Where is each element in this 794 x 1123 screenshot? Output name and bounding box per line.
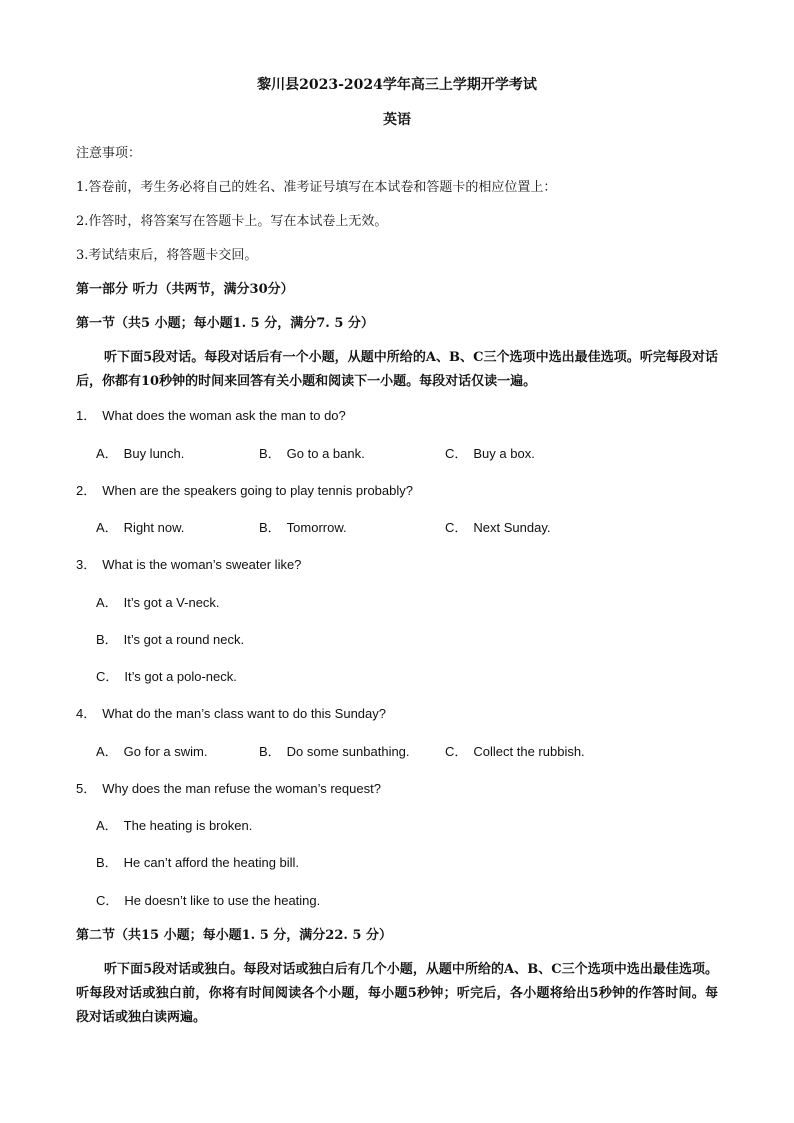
option-text: Do some sunbathing.	[286, 744, 410, 759]
option-text: Buy a box.	[473, 446, 535, 461]
question-number: 2．	[76, 483, 97, 498]
section2-instructions: 听下面5段对话或独白。每段对话或独白后有几个小题，从题中所给的A、B、C三个选项中选出最佳选项。听每段对话或独白前，你将有时间阅读各个小题，每小题5秒钟；听完后，各小题将给出5秒钟的作答时间。每段对话或独白读两遍。	[76, 962, 718, 1025]
question-1	[76, 407, 346, 425]
question-number: 5．	[76, 781, 97, 796]
notice-heading: 注意事项：	[76, 146, 142, 161]
option-letter: A．	[96, 446, 118, 461]
option-letter: A．	[96, 818, 118, 833]
option-text: The heating is broken.	[123, 818, 253, 833]
option-letter: B．	[96, 855, 118, 870]
notice-item-1: 1.答卷前，考生务必将自己的姓名、准考证号填写在本试卷和答题卡的相应位置上：	[76, 180, 557, 195]
q1-option-a	[96, 445, 184, 463]
question-5	[76, 780, 381, 798]
question-3	[76, 556, 301, 574]
question-number: 1．	[76, 408, 97, 423]
notice-item-2: 2.作答时，将答案写在答题卡上。写在本试卷上无效。	[76, 214, 388, 229]
q4-option-a	[96, 743, 207, 761]
option-letter: A．	[96, 595, 118, 610]
part1-heading: 第一部分 听力（共两节，满分30分）	[76, 282, 294, 297]
q4-option-c	[445, 743, 585, 761]
option-letter: C．	[96, 893, 119, 908]
q1-option-b	[259, 445, 365, 463]
q5-option-a	[96, 817, 252, 835]
option-text: Go to a bank.	[286, 446, 365, 461]
question-text: What does the woman ask the man to do?	[102, 408, 346, 423]
option-letter: C．	[96, 669, 119, 684]
option-text: He doesn’t like to use the heating.	[124, 893, 321, 908]
q4-option-b	[259, 743, 410, 761]
question-number: 3．	[76, 557, 97, 572]
option-text: Go for a swim.	[123, 744, 208, 759]
option-text: Tomorrow.	[286, 520, 347, 535]
q2-option-a	[96, 519, 184, 537]
option-letter: B．	[96, 632, 118, 647]
option-letter: B．	[259, 520, 281, 535]
q3-option-a	[96, 594, 220, 612]
option-letter: C．	[445, 520, 468, 535]
q5-option-b	[96, 854, 299, 872]
question-text: What do the man’s class want to do this Sunday?	[102, 706, 386, 721]
option-text: It’s got a V-neck.	[123, 595, 220, 610]
option-letter: B．	[259, 744, 281, 759]
question-text: What is the woman’s sweater like?	[102, 557, 302, 572]
question-text: When are the speakers going to play tennis probably?	[102, 483, 413, 498]
option-letter: B．	[259, 446, 281, 461]
option-letter: A．	[96, 744, 118, 759]
option-letter: A．	[96, 520, 118, 535]
q5-option-c	[96, 892, 320, 910]
q2-option-c	[445, 519, 550, 537]
option-letter: C．	[445, 446, 468, 461]
notice-item-3: 3.考试结束后，将答题卡交回。	[76, 248, 258, 263]
q2-option-b	[259, 519, 347, 537]
option-text: Right now.	[123, 520, 185, 535]
question-text: Why does the man refuse the woman’s request?	[102, 781, 381, 796]
q3-option-b	[96, 631, 244, 649]
question-number: 4．	[76, 706, 97, 721]
q1-option-c	[445, 445, 535, 463]
exam-title: 黎川县2023-2024学年高三上学期开学考试	[257, 77, 537, 93]
option-text: Next Sunday.	[473, 520, 551, 535]
section1-heading: 第一节（共5 小题；每小题1. 5 分，满分7. 5 分）	[76, 316, 374, 331]
option-text: It’s got a round neck.	[123, 632, 245, 647]
section2-heading: 第二节（共15 小题；每小题1. 5 分，满分22. 5 分）	[76, 928, 392, 943]
option-letter: C．	[445, 744, 468, 759]
option-text: He can’t afford the heating bill.	[123, 855, 300, 870]
q3-option-c	[96, 668, 237, 686]
option-text: Buy lunch.	[123, 446, 185, 461]
option-text: It’s got a polo-neck.	[124, 669, 237, 684]
question-4	[76, 705, 386, 723]
exam-subject: 英语	[383, 112, 411, 128]
option-text: Collect the rubbish.	[473, 744, 585, 759]
question-2	[76, 482, 413, 500]
section1-instructions: 听下面5段对话。每段对话后有一个小题，从题中所给的A、B、C三个选项中选出最佳选项。听完每段对话后，你都有10秒钟的时间来回答有关小题和阅读下一小题。每段对话仅读一遍。	[76, 350, 718, 389]
